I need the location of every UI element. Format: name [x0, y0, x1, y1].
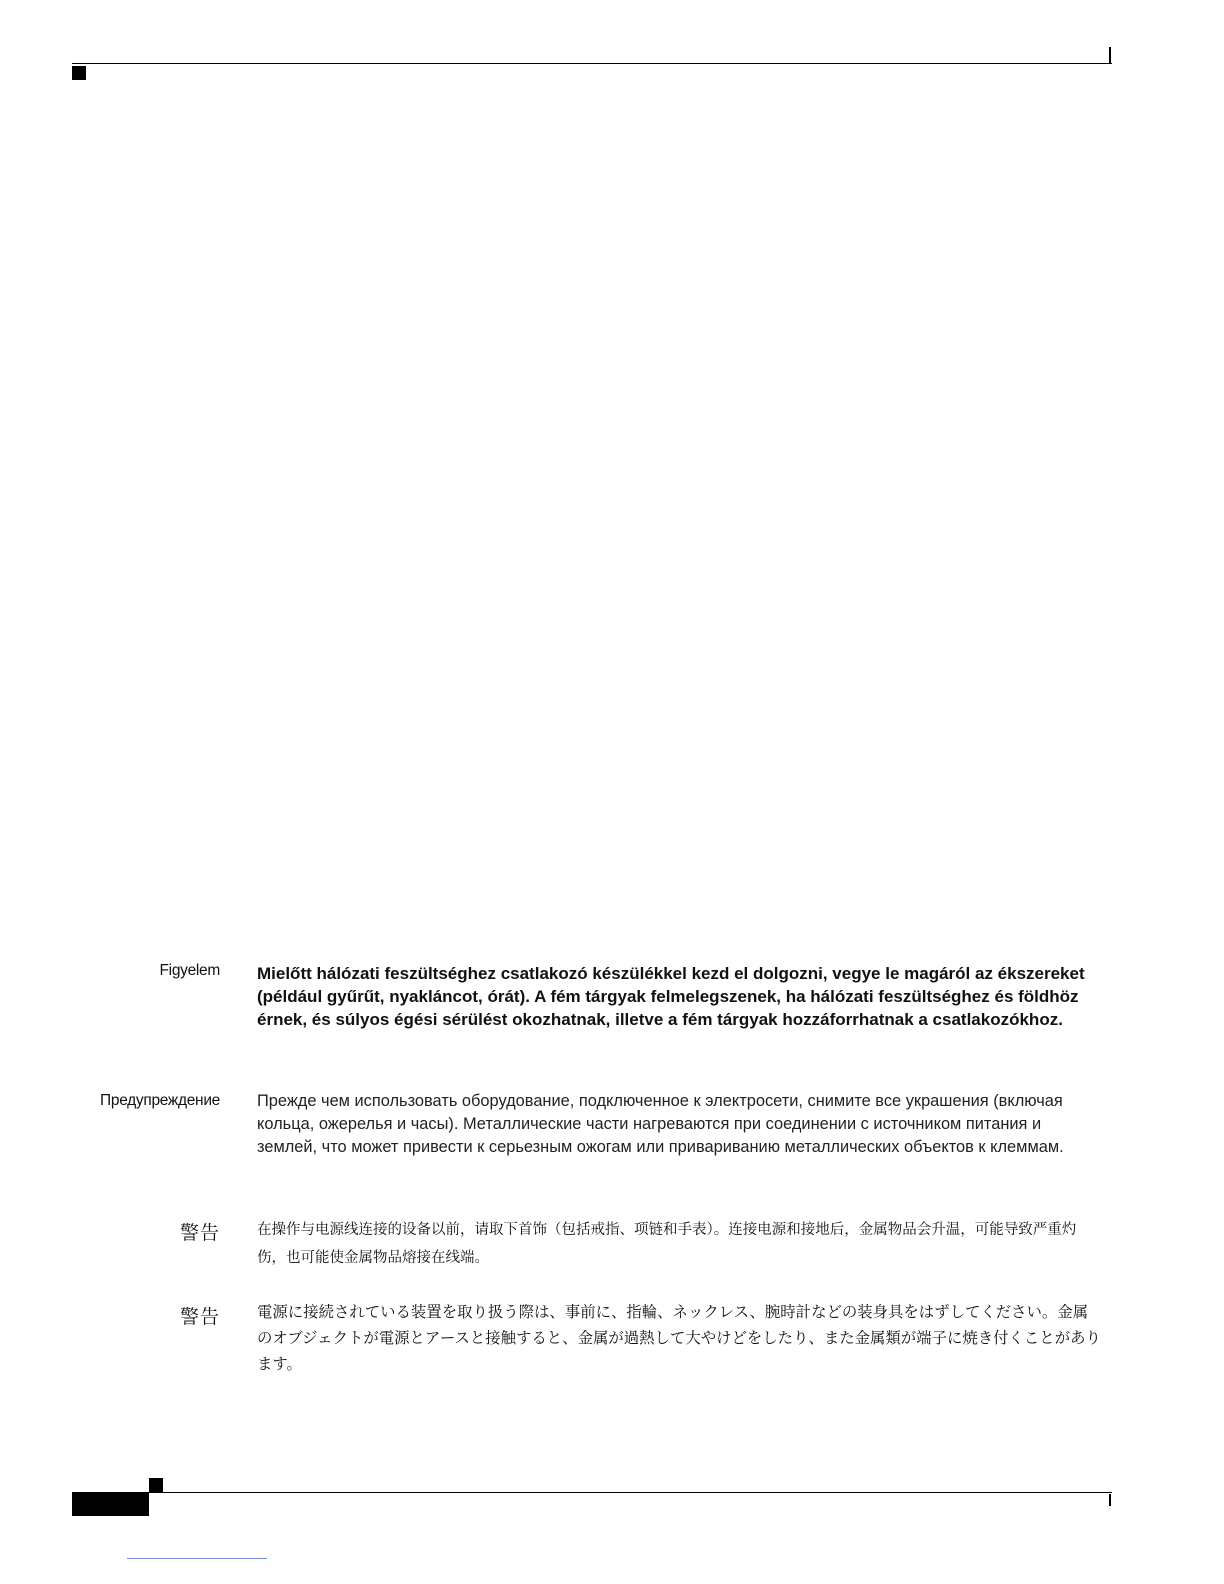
warning-label-chinese: 警告: [179, 1223, 220, 1244]
warning-text-hungarian: Mielőtt hálózati feszültséghez csatlakozó készülékkel kezd el dolgozni, vegye le magáról az ékszereket (például gyűrűt, nyakláncot, órát). A fém tárgyak felmelegszenek, ha hálózati feszültséghez és földhöz érnek, és súlyos égési sérülést okozhatnak, illetve a fém tárgyak hozzáforrhatnak a csatlakozókhoz.: [257, 964, 1085, 1029]
footer-page-block: [72, 1492, 149, 1516]
warning-label-japanese: 警告: [179, 1307, 220, 1328]
footer-link-underline[interactable]: [127, 1558, 267, 1559]
header-tick-mark: [1109, 47, 1111, 64]
warning-text-japanese: 電源に接続されている装置を取り扱う際は、事前に、指輪、ネックレス、腕時計などの装身具をはずしてください。金属のオブジェクトが電源とアースと接触すると、金属が過熱して大やけどをしたり、また金属類が端子に焼き付くことがあります。: [257, 1304, 1101, 1373]
warning-label-figyelem: Figyelem: [159, 962, 220, 979]
footer-rule: [72, 1492, 1112, 1493]
warning-text-russian: Прежде чем использовать оборудование, подключенное к электросети, снимите все украшения (включая кольца, ожерелья и часы). Металлические части нагреваются при соединении с источником питания и землей, что может привести к серьезным ожогам или привариванию металлических объектов к клеммам.: [257, 1092, 1064, 1156]
warning-label-preduprezhdenie: Предупреждение: [100, 1092, 220, 1109]
footer-tick-mark: [1109, 1494, 1111, 1506]
warning-text-chinese: 在操作与电源线连接的设备以前，请取下首饰（包括戒指、项链和手表）。连接电源和接地后，金属物品会升温，可能导致严重灼伤，也可能使金属物品熔接在线端。: [257, 1222, 1077, 1266]
footer-square-marker: [149, 1478, 163, 1492]
header-square-marker: [72, 66, 86, 80]
header-rule: [72, 63, 1112, 64]
